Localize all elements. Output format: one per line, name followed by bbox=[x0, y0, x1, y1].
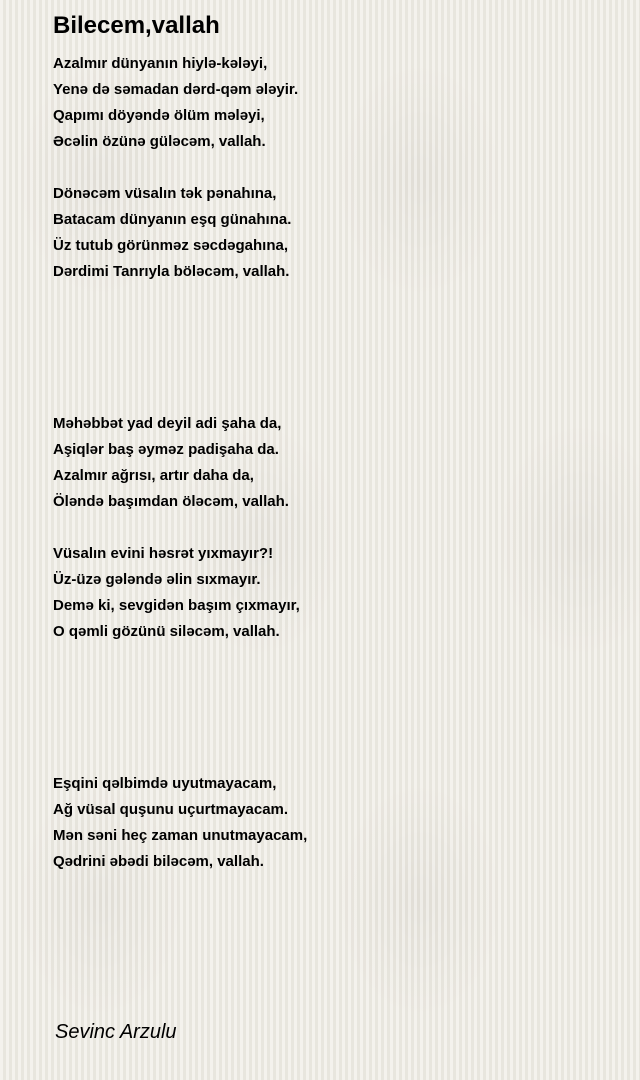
poem-line: Mən səni heç zaman unutmayacam, bbox=[53, 827, 308, 844]
stanza-5 bbox=[53, 771, 307, 875]
poem-line: Qapımı döyəndə ölüm mələyi, bbox=[53, 107, 265, 124]
poem-line: O qəmli gözünü siləcəm, vallah. bbox=[53, 623, 280, 640]
stanza-3 bbox=[53, 411, 289, 515]
poem-line: Eşqini qəlbimdə uyutmayacam, bbox=[53, 775, 277, 792]
poem-line: Üz tutub görünməz səcdəgahına, bbox=[53, 237, 289, 254]
poem-line: Azalmır ağrısı, artır daha da, bbox=[53, 467, 254, 484]
poem-line: Batacam dünyanın eşq günahına. bbox=[53, 211, 292, 228]
poem-line: Əcəlin özünə güləcəm, vallah. bbox=[53, 133, 266, 150]
poem-title: Bilecem,vallah bbox=[53, 12, 220, 39]
poem-line: Vüsalın evini həsrət yıxmayır?! bbox=[53, 545, 274, 562]
poem-line: Aşiqlər baş əyməz padişaha da. bbox=[53, 441, 279, 458]
stanza-2 bbox=[53, 181, 291, 285]
poem-line: Azalmır dünyanın hiylə-kələyi, bbox=[53, 55, 268, 72]
poem-author: Sevinc Arzulu bbox=[55, 1021, 177, 1043]
poem-line: Yenə də səmadan dərd-qəm ələyir. bbox=[53, 81, 299, 98]
poem-line: Dönəcəm vüsalın tək pənahına, bbox=[53, 185, 277, 202]
poem-line: Məhəbbət yad deyil adi şaha da, bbox=[53, 415, 282, 432]
poem-line: Üz-üzə gələndə əlin sıxmayır. bbox=[53, 571, 261, 588]
poem-line: Qədrini əbədi biləcəm, vallah. bbox=[53, 853, 264, 870]
poem-line: Ağ vüsal quşunu uçurtmayacam. bbox=[53, 801, 289, 818]
poem-line: Demə ki, sevgidən başım çıxmayır, bbox=[53, 597, 300, 614]
poem-line: Dərdimi Tanrıyla böləcəm, vallah. bbox=[53, 263, 290, 280]
stanza-1 bbox=[53, 51, 298, 155]
stanza-4 bbox=[53, 541, 300, 645]
poem-line: Öləndə başımdan öləcəm, vallah. bbox=[53, 493, 289, 510]
